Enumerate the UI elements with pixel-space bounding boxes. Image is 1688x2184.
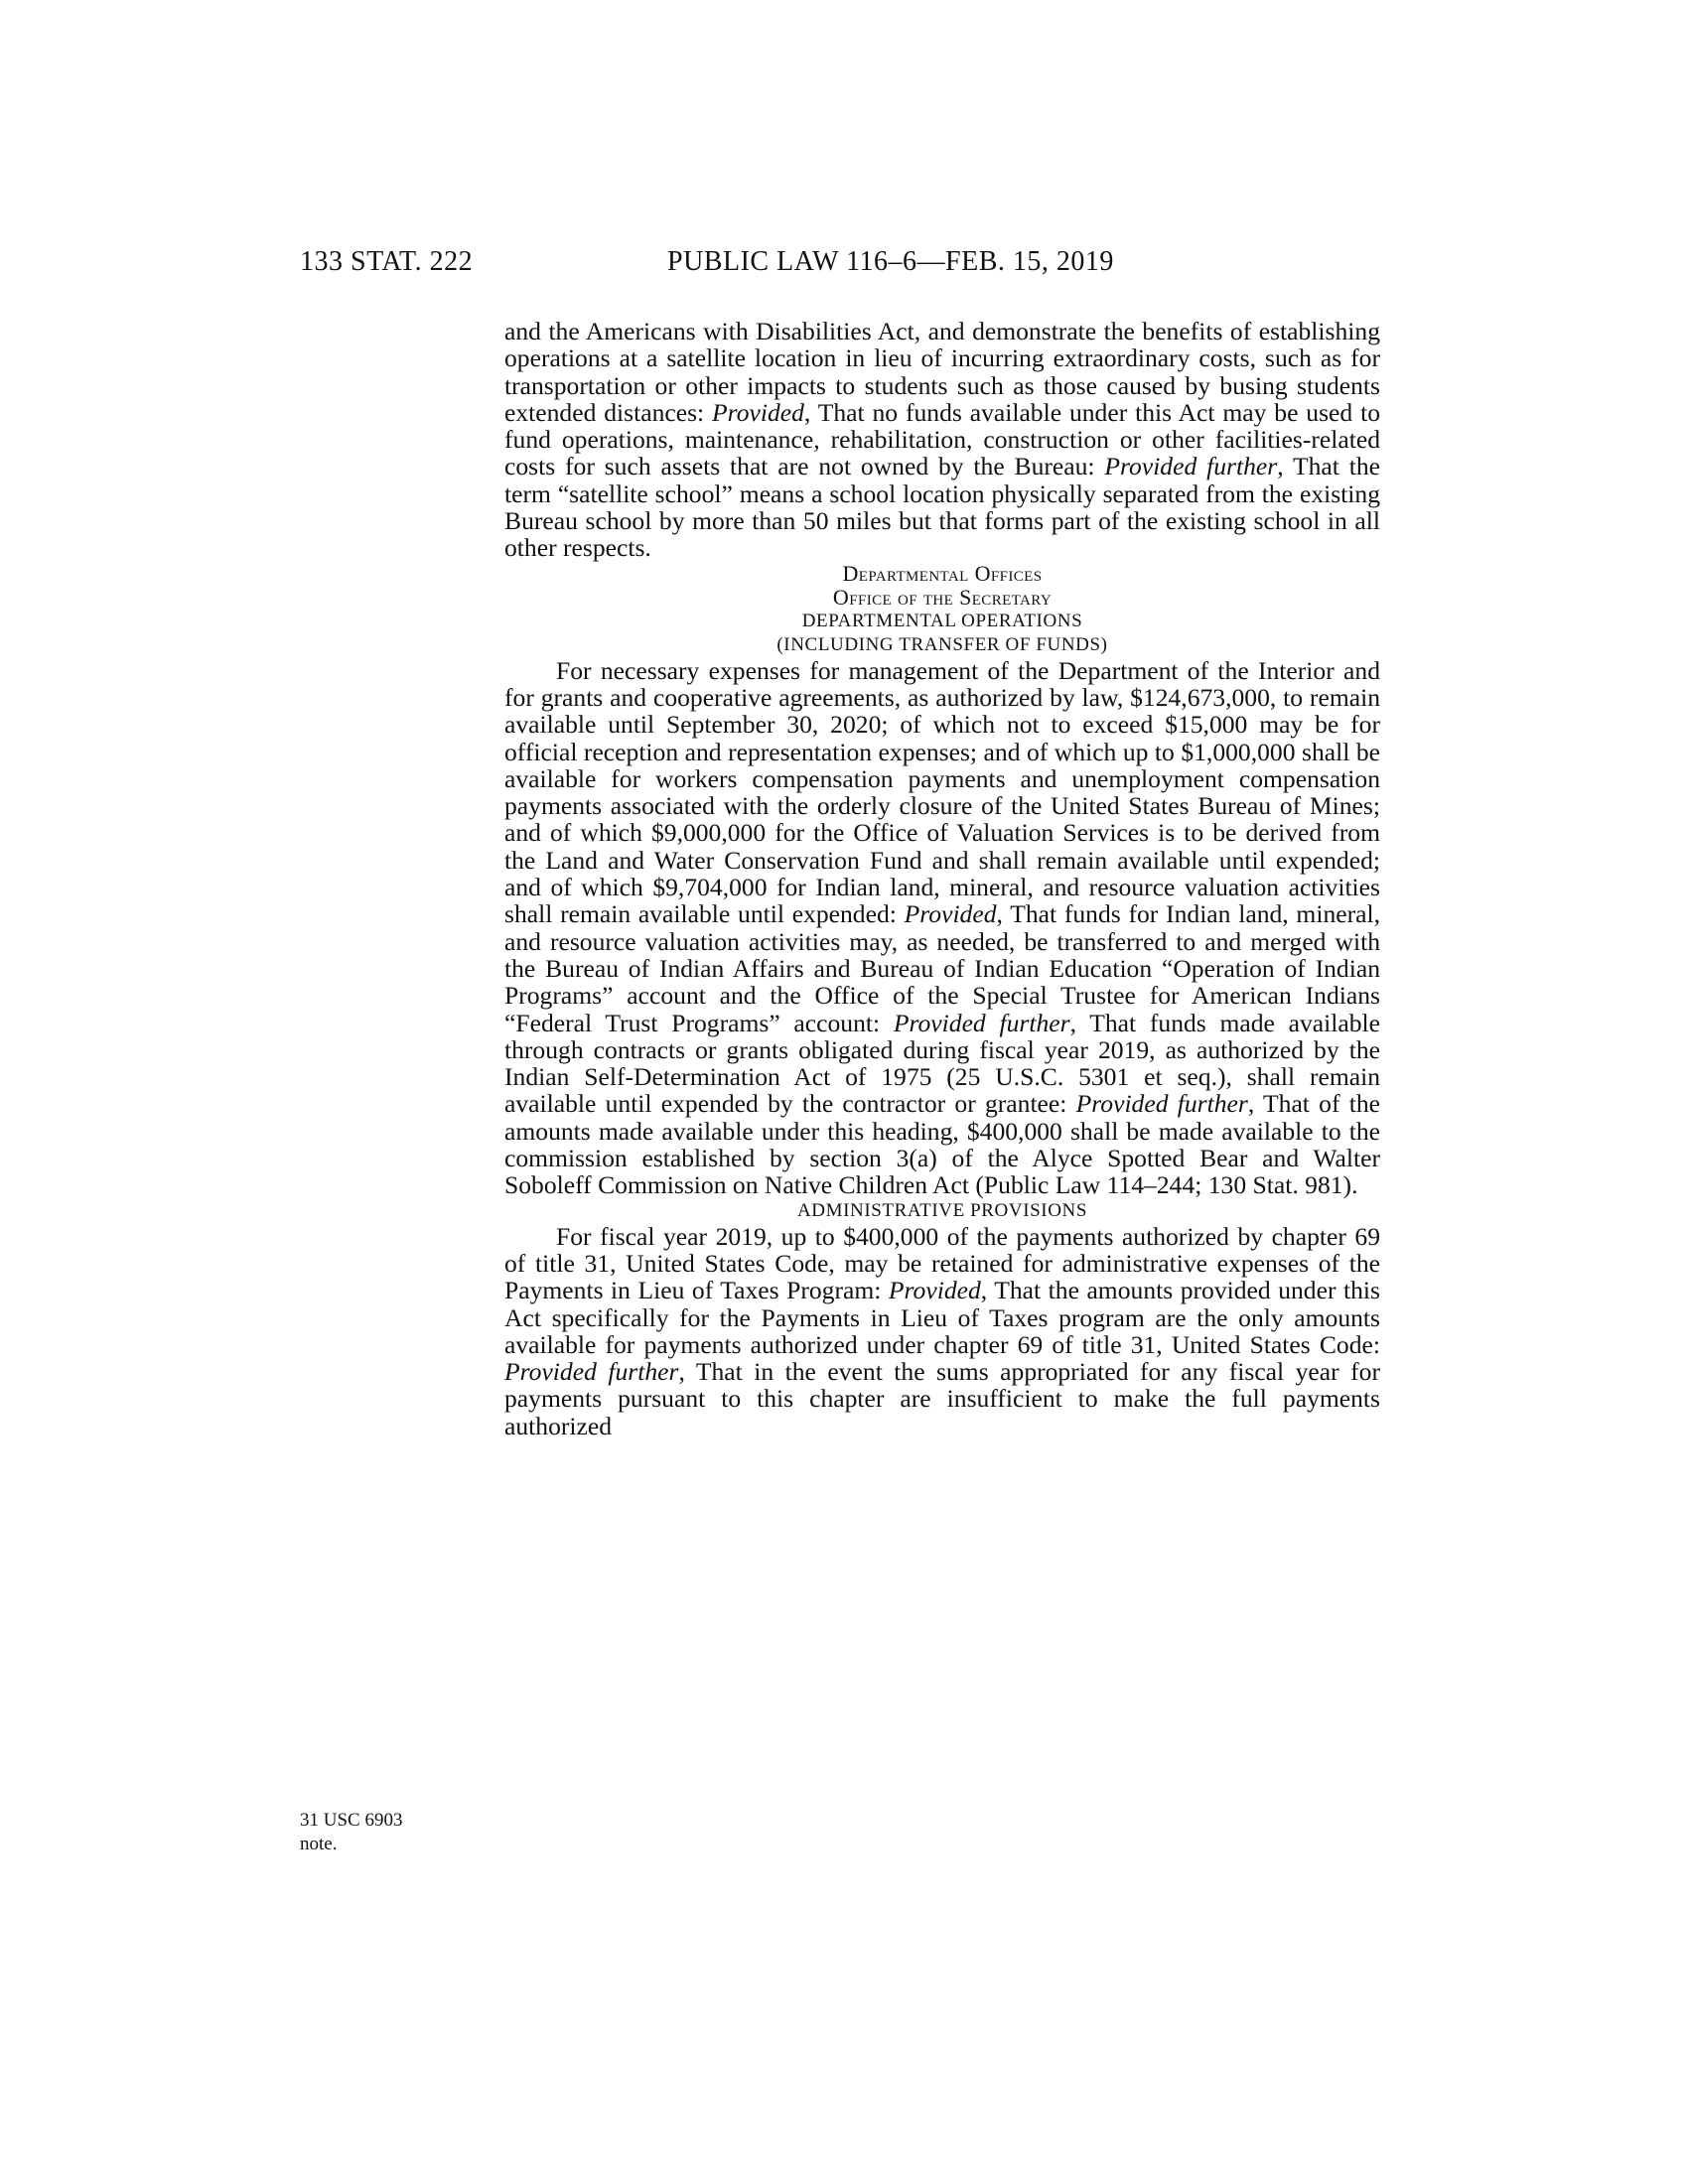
text-run: , That the amounts provided under this Act specifically for the Payments in Lieu of Taxes program are the only amounts available for payments authorized under chapter 69 of title 31, United States Code: bbox=[504, 1276, 1380, 1359]
text-run: For necessary expenses for management of the Department of the Interior and for grants and cooperative agreements, as authorized by law, $124,673,000, to remain available until September 30, 2020; of which not to exceed $15,000 may be for official reception and representation expenses; and of which up to $1,000,000 shall be available for workers compensation payments and unemployment compensation payments associated with the orderly closure of the United States Bureau of Mines; and of which $9,000,000 for the Office of Valuation Services is to be derived from the Land and Water Conservation Fund and shall remain available until expended; and of which $9,704,000 for Indian land, mineral, and resource valuation activities shall remain available until expended: bbox=[504, 655, 1380, 929]
text-run: , That funds for Indian land, mineral, and resource valuation activities may, as needed, be transferred to and merged with the Bureau of Indian Affairs and Bureau of Indian Education “Operation of Indian Programs” account and the Office of the Special Trustee for American Indians “Federal Trust Programs” account: bbox=[504, 899, 1381, 1037]
text-run: , That the term “satellite school” means a school location physically separated from the existing Bureau school by more than 50 miles but that forms part of the existing school in all other respects. bbox=[504, 452, 1380, 563]
heading-office-of-the-secretary: Office of the Secretary bbox=[832, 584, 1053, 610]
text-run: and the Americans with Disabilities Act, and demonstrate the benefits of establishing operations at a satellite location in lieu of incurring extraordinary costs, such as for transportation or other impacts to students such as those caused by busing students extended distances: bbox=[504, 317, 1380, 427]
heading-administrative-provisions: ADMINISTRATIVE PROVISIONS bbox=[796, 1199, 1088, 1221]
text-run: , That in the event the sums appropriated for any fiscal year for payments pursuant to this chapter are insufficient to make the full payments authorized bbox=[504, 1357, 1381, 1440]
public-law-title: PUBLIC LAW 116–6—FEB. 15, 2019 bbox=[667, 246, 1114, 277]
operations-paragraph bbox=[504, 657, 1380, 1199]
italic-provided: Provided bbox=[888, 1276, 981, 1305]
italic-provided: Provided bbox=[712, 397, 804, 427]
text-run: , That no funds available under this Act may be used to fund operations, maintenance, rehabilitation, construction or other facilities-related costs for such assets that are not owned by the Bureau: bbox=[504, 397, 1380, 481]
margin-note-citation: 31 USC 6903 bbox=[300, 1810, 403, 1831]
heading-including-transfer-of-funds: (INCLUDING TRANSFER OF FUNDS) bbox=[776, 633, 1108, 655]
text-run: For fiscal year 2019, up to $400,000 of the payments authorized by chapter 69 of title 31, United States Code, may be retained for administrative expenses of the Payments in Lieu of Taxes Program: bbox=[504, 1221, 1380, 1305]
intro-paragraph bbox=[504, 318, 1380, 562]
administrative-paragraph bbox=[504, 1223, 1380, 1439]
running-header bbox=[0, 246, 1688, 286]
italic-provided-further: Provided further bbox=[1075, 1089, 1248, 1119]
italic-provided-further: Provided further bbox=[504, 1357, 679, 1387]
text-run: , That funds made available through contracts or grants obligated during fiscal year 2019, as authorized by the Indian Self-Determination Act of 1975 (25 U.S.C. 5301 et seq.), shall remain available until expended by the contractor or grantee: bbox=[504, 1008, 1381, 1119]
italic-provided-further: Provided further bbox=[893, 1008, 1070, 1037]
stat-page-citation: 133 STAT. 222 bbox=[300, 246, 474, 277]
italic-provided: Provided bbox=[904, 899, 997, 929]
heading-departmental-operations: DEPARTMENTAL OPERATIONS bbox=[801, 610, 1083, 631]
italic-provided-further: Provided further bbox=[1104, 452, 1278, 481]
margin-note-suffix: note. bbox=[300, 1834, 338, 1854]
heading-departmental-offices: Departmental Offices bbox=[842, 560, 1043, 586]
page-body bbox=[504, 318, 1380, 1439]
text-run: , That of the amounts made available under this heading, $400,000 shall be made available to the commission established by section 3(a) of the Alyce Spotted Bear and Walter Soboleff Commission on Native Children Act (Public Law 114–244; 130 Stat. 981). bbox=[504, 1089, 1380, 1200]
margin-note bbox=[300, 1809, 449, 1856]
